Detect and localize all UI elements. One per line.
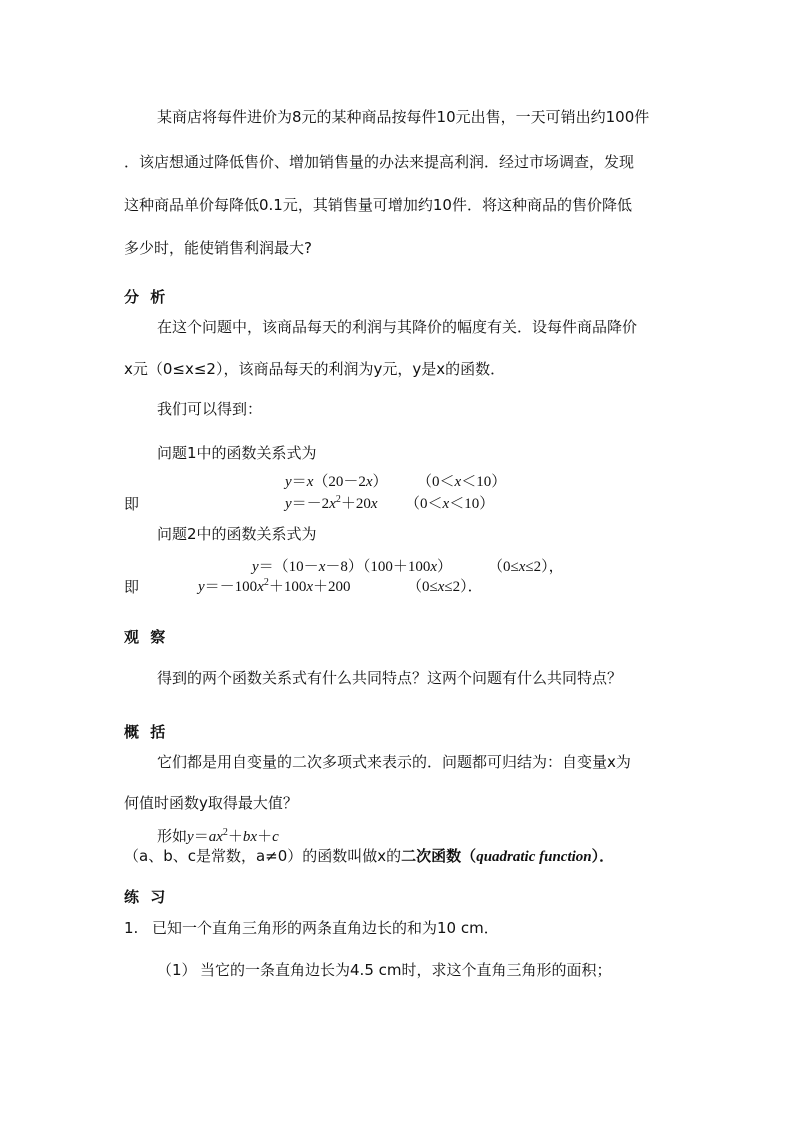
analysis-paragraph-line-2: x元（0≤x≤2），该商品每天的利润为y元，y是x的函数． bbox=[124, 360, 506, 378]
analysis-heading: 分 析 bbox=[124, 288, 169, 306]
definition-closing: ）． bbox=[591, 847, 615, 865]
exercise-sub-1-text: 当它的一条直角边长为4.5 cm时，求这个直角三角形的面积； bbox=[200, 961, 612, 979]
exercise-sub-1-number: （1） bbox=[157, 961, 197, 979]
ji-label-2: 即 bbox=[124, 578, 140, 596]
definition-text: （a、b、c是常数，a≠0）的函数叫做x的 bbox=[124, 847, 402, 865]
problem1-domain-2: （0＜x＜10） bbox=[405, 496, 495, 512]
problem2-equation-2: $y=-100x^2+100x+200$ bbox=[198, 577, 351, 595]
general-form-equation: $y=ax^2+bx+c$ bbox=[187, 827, 279, 845]
problem1-domain-1: （0＜x＜10） bbox=[417, 474, 507, 490]
problem-line-4: 多少时，能使销售利润最大? bbox=[124, 239, 312, 257]
problem1-function-label: 问题1中的函数关系式为 bbox=[157, 444, 317, 462]
quadratic-definition: （a、b、c是常数，a≠0）的函数叫做x的二次函数（quadratic function）． bbox=[124, 847, 615, 865]
definition-term: 二次函数 bbox=[401, 847, 462, 865]
observe-text: 得到的两个函数关系式有什么共同特点？这两个问题有什么共同特点？ bbox=[157, 669, 623, 687]
general-form-prefix: 形如 bbox=[157, 827, 188, 845]
summary-line-2: 何值时函数y取得最大值？ bbox=[124, 794, 298, 812]
exercise-item-1-number: 1. bbox=[124, 919, 139, 937]
problem-line-3: 这种商品单价每降低0.1元，其销售量可增加约10件．将这种商品的售价降低 bbox=[124, 196, 632, 214]
exercise-heading: 练 习 bbox=[124, 888, 169, 906]
exercise-item-1-text: 已知一个直角三角形的两条直角边长的和为10 cm． bbox=[152, 919, 499, 937]
problem2-function-label: 问题2中的函数关系式为 bbox=[157, 525, 317, 543]
definition-english-term: quadratic function bbox=[476, 849, 592, 865]
general-form-line bbox=[157, 826, 279, 847]
problem2-domain-2: （0≤x≤2）． bbox=[407, 579, 483, 595]
analysis-paragraph-line-1: 在这个问题中，该商品每天的利润与其降价的幅度有关．设每件商品降价 bbox=[157, 318, 638, 336]
problem2-domain-1: （0≤x≤2）， bbox=[488, 559, 564, 575]
summary-heading: 概 括 bbox=[124, 723, 169, 741]
problem1-equation-2: $y=-2x^2+20x$ bbox=[285, 494, 378, 512]
ji-label-1: 即 bbox=[124, 495, 140, 513]
problem1-equation-1: y＝x（20－2x） bbox=[285, 474, 388, 490]
observe-heading: 观 察 bbox=[124, 628, 169, 646]
problem2-equation-1: y＝（10－x－8）（100＋100x） bbox=[252, 559, 453, 575]
summary-line-1: 它们都是用自变量的二次多项式来表示的．问题都可归结为：自变量x为 bbox=[157, 753, 631, 771]
problem-line-1: 某商店将每件进价为8元的某种商品按每件10元出售，一天可销出约100件 bbox=[157, 108, 650, 126]
analysis-we-get: 我们可以得到： bbox=[157, 400, 263, 418]
problem-line-2: ．该店想通过降低售价、增加销售量的办法来提高利润．经过市场调查，发现 bbox=[124, 153, 635, 171]
